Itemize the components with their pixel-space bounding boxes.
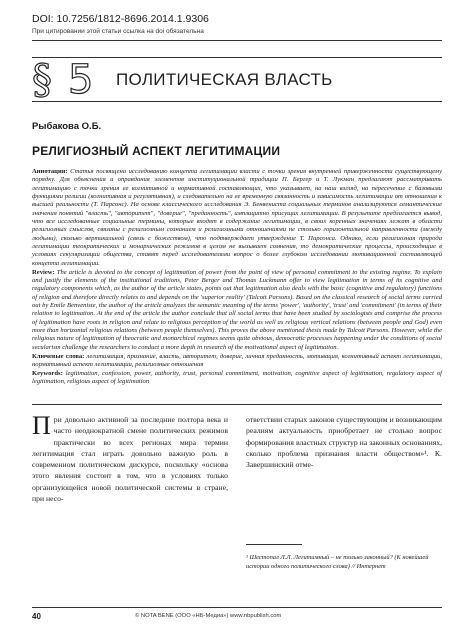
abstract-bottom-rule — [32, 404, 442, 405]
footer-rule — [32, 607, 442, 608]
footnote: ¹ Шестопал Л.Л. Легитимный – не только законный? (К новейшей истории одного политического слова) // Интернет — [246, 554, 429, 570]
keywords-ru-text: легитимация, признание, власть, авторитет, доверие, личная преданность, мотивация, когнитивный аспект легитимации, нормативный аспект легитимации, религиозные отношения — [32, 352, 442, 368]
annotation-paragraph — [32, 168, 442, 268]
footnote-rule — [246, 544, 302, 545]
body-right-text: ответствии старых законов существующим и возникающим реалиям актуальность приобретает не столько вопрос формирования властных структур на законных основаниях, сколько проблема признания власти обществом»¹. К. Завершинский отме- — [246, 415, 442, 470]
section-symbol: § — [32, 57, 52, 103]
keywords-ru-label: Ключевые слова: — [32, 352, 85, 360]
abstract-block — [32, 168, 442, 387]
section-header — [32, 57, 442, 103]
section-top-rule — [32, 57, 442, 58]
doi-line: DOI: 10.7256/1812-8696.2014.1.9306 — [32, 13, 209, 25]
body-right-column — [246, 414, 442, 470]
keywords-en-text: legitimation, confession, power, authority, trust, personal commitment, motivation, cognitive aspect of legitimation, regulatory aspect of legitimation, religious aspect of legitimation — [32, 369, 442, 386]
review-paragraph — [32, 269, 442, 352]
section-bottom-rule — [32, 101, 442, 102]
review-text: The article is devoted to the concept of legitimation of power from the point of view of personal commitment to the existing regime. To explain and justify the elements of the institutional traditions, Peter Berger and Thomas Luckmann offer to view legitimation in terms of its cognitive and regulatory components which, as the author of the article states, points out that legitimation also deals with the basic (cognitive and regulatory) functions of religion and therefore directly relates to and depends on the 'superior reality' (Talcott Parsons). Based on the classical research of social terms carried out by Emile Benveniste, the author of the article analyzes the semantic meaning of the terms 'power', 'authority', 'trust' and 'commitment' (in terms of their relation to legitimation. At the end of the article the author conclude that all social terms that have been studied by sociologists and comprise the process of legitimation have roots in religion and relate to religious perception of the world as well as religious vertical relations (between people and God) even more than horizontal religious relations (between people themselves). This proves the above mentioned thesis made by Talcott Parsons. However, while the religious nature of legitimation of theocratic and monarchical regimes seems quite obvious, democratic processes happening under the conditions of social secularism challenge the researchers to conduct a more depth in research of the motivational aspect of legitimation. — [32, 268, 442, 351]
page-number: 40 — [32, 612, 41, 621]
body-left-column — [32, 411, 228, 504]
drop-cap: П — [32, 411, 51, 440]
section-number: 5 — [68, 57, 94, 103]
keywords-en-label: Keywords: — [32, 369, 63, 377]
top-rule — [32, 40, 442, 41]
keywords-ru-paragraph — [32, 353, 442, 370]
body-left-text: ри довольно активной за последние полтора века и часто неоднократной смене политических режимов практически во всех регионах мира термин легитимация стал играть довольно важную роль в современном политическом дискурсе, поскольку «основа этого явления состоит в том, что в условиях только организующейся новой политической системы в стране, при несо- — [32, 415, 228, 504]
publisher-line: © NOTA BENE (ООО «НБ-Медиа») www.nbpublish.com — [135, 613, 282, 619]
annotation-label: Аннотация: — [32, 168, 68, 175]
annotation-text: Статья посвящена исследованию концепта легитимации власти с точки зрения внутренней приверженности существующему порядку. Для объяснения и оправдания элементов институциональной традиции П. Бергер и Т. Лукман предлагают рассматривать легитимацию с точки зрения ее когнитивной и нормативной составляющих, что указывает, на наш взгляд, на пересечение с базовыми функциями религии (когнитивная и регулятивная), и следовательно на ее временную связанность и зависимость легитимации от отношения к высшей реальности (Т. Парсонс). На основе классического исследования Э. Бенвениста социальных терминов анализируются семантические значения понятий "власть", "авторитет", "доверие", "преданность", имплицитно присущих легитимации. В результате предлагается вывод, что все исследованные социальные термины, которые входят в содержание легитимации, в своих коренных значениях лежат в области религиозных смыслов, связаны с религиозным сознанием и религиозными отношениями не столько горизонтальной направленности (между людьми), сколько вертикальной (связь с божеством), что подтверждает утверждение Т. Парсонса. Однако, если религиозная природа легитимации теократических и монархических режимов в целом не вызывает сомнения, то демократические процессы, происходящие в условиях секуляризации общества, ставят перед исследователями вопрос о более глубоком исследовании мотивационной составляющей концепта легитимации. — [32, 168, 442, 267]
section-title: ПОЛИТИЧЕСКАЯ ВЛАСТЬ — [116, 70, 333, 89]
citation-note: При цитировании этой статьи ссылка на doi обязательна — [32, 28, 204, 35]
review-label: Review: — [32, 268, 55, 276]
article-title: РЕЛИГИОЗНЫЙ АСПЕКТ ЛЕГИТИМАЦИИ — [32, 144, 281, 158]
keywords-en-paragraph — [32, 370, 442, 387]
article-author: Рыбакова О.Б. — [32, 121, 102, 132]
